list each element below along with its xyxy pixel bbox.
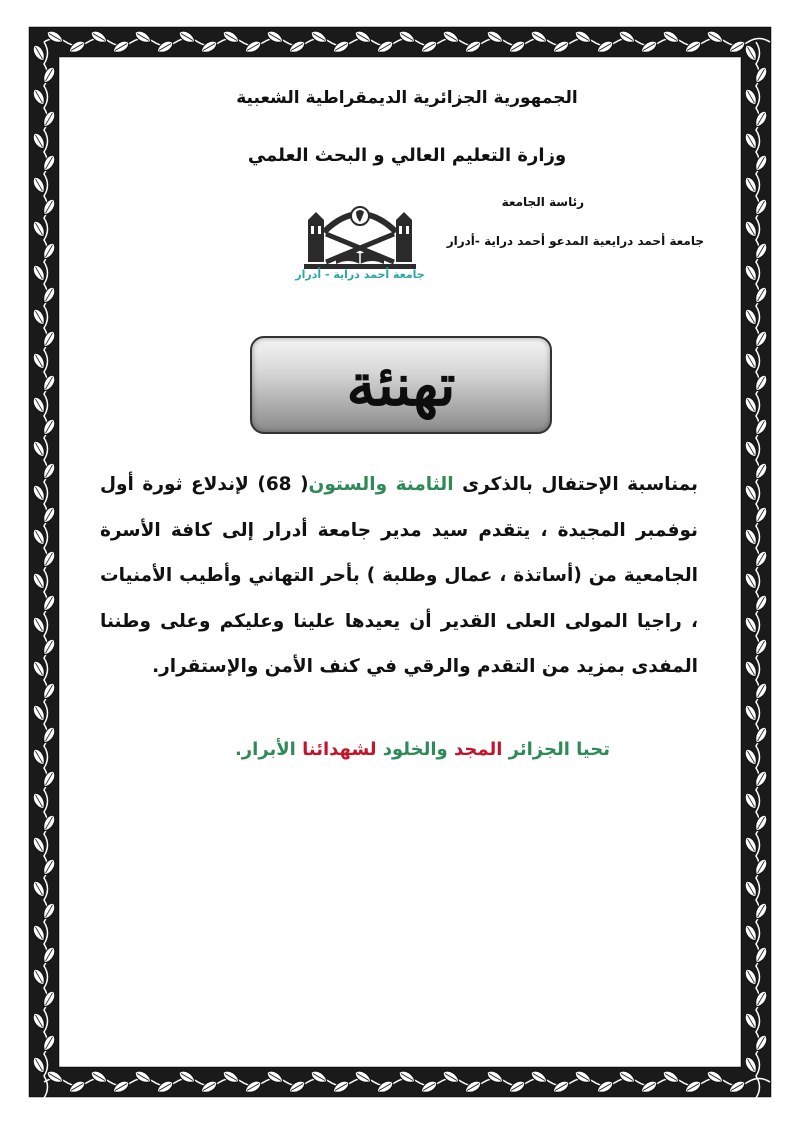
university-name: جامعة أحمد درايعية المدعو أحمد دراية -أدرار bbox=[446, 234, 704, 248]
university-logo bbox=[290, 190, 430, 290]
congratulation-paragraph bbox=[100, 462, 698, 690]
body-highlight: الثامنة والستون bbox=[308, 474, 454, 495]
body-number: ( 68) bbox=[257, 474, 309, 495]
logo-caption: جامعة أحمد دراية - أدرار bbox=[295, 268, 425, 281]
slogan-part1: تحيا الجزائر bbox=[502, 739, 610, 760]
body-text-rest: لإندلاع ثورة أول نوفمبر المجيدة ، يتقدم سيد مدير جامعة أدرار إلى كافة الأسرة الجامعية من (أساتذة ، عمال وطلبة ) بأحر التهاني وأطيب الأمنيات ، راجيا المولى العلى القدير أن يعيدها علينا وعليكم وعلى وطننا المفدى بمزيد من التقدم والرقي في كنف الأمن والإستقرار. bbox=[100, 474, 698, 677]
ministry-heading: وزارة التعليم العالي و البحث العلمي bbox=[247, 145, 567, 166]
body-text-start: بمناسبة الإحتفال بالذكرى bbox=[453, 474, 698, 495]
slogan-part2: المجد bbox=[454, 739, 503, 760]
slogan-part4: لشهدائنا bbox=[302, 739, 377, 760]
title-banner bbox=[250, 336, 552, 434]
presidency-label: رئاسة الجامعة bbox=[501, 195, 584, 209]
closing-slogan bbox=[235, 739, 610, 760]
republic-heading: الجمهورية الجزائرية الديمقراطية الشعبية bbox=[236, 88, 578, 108]
slogan-part5: الأبرار. bbox=[234, 739, 303, 760]
page-title: تهنئة bbox=[346, 351, 456, 419]
slogan-part3: والخلود bbox=[376, 739, 455, 760]
